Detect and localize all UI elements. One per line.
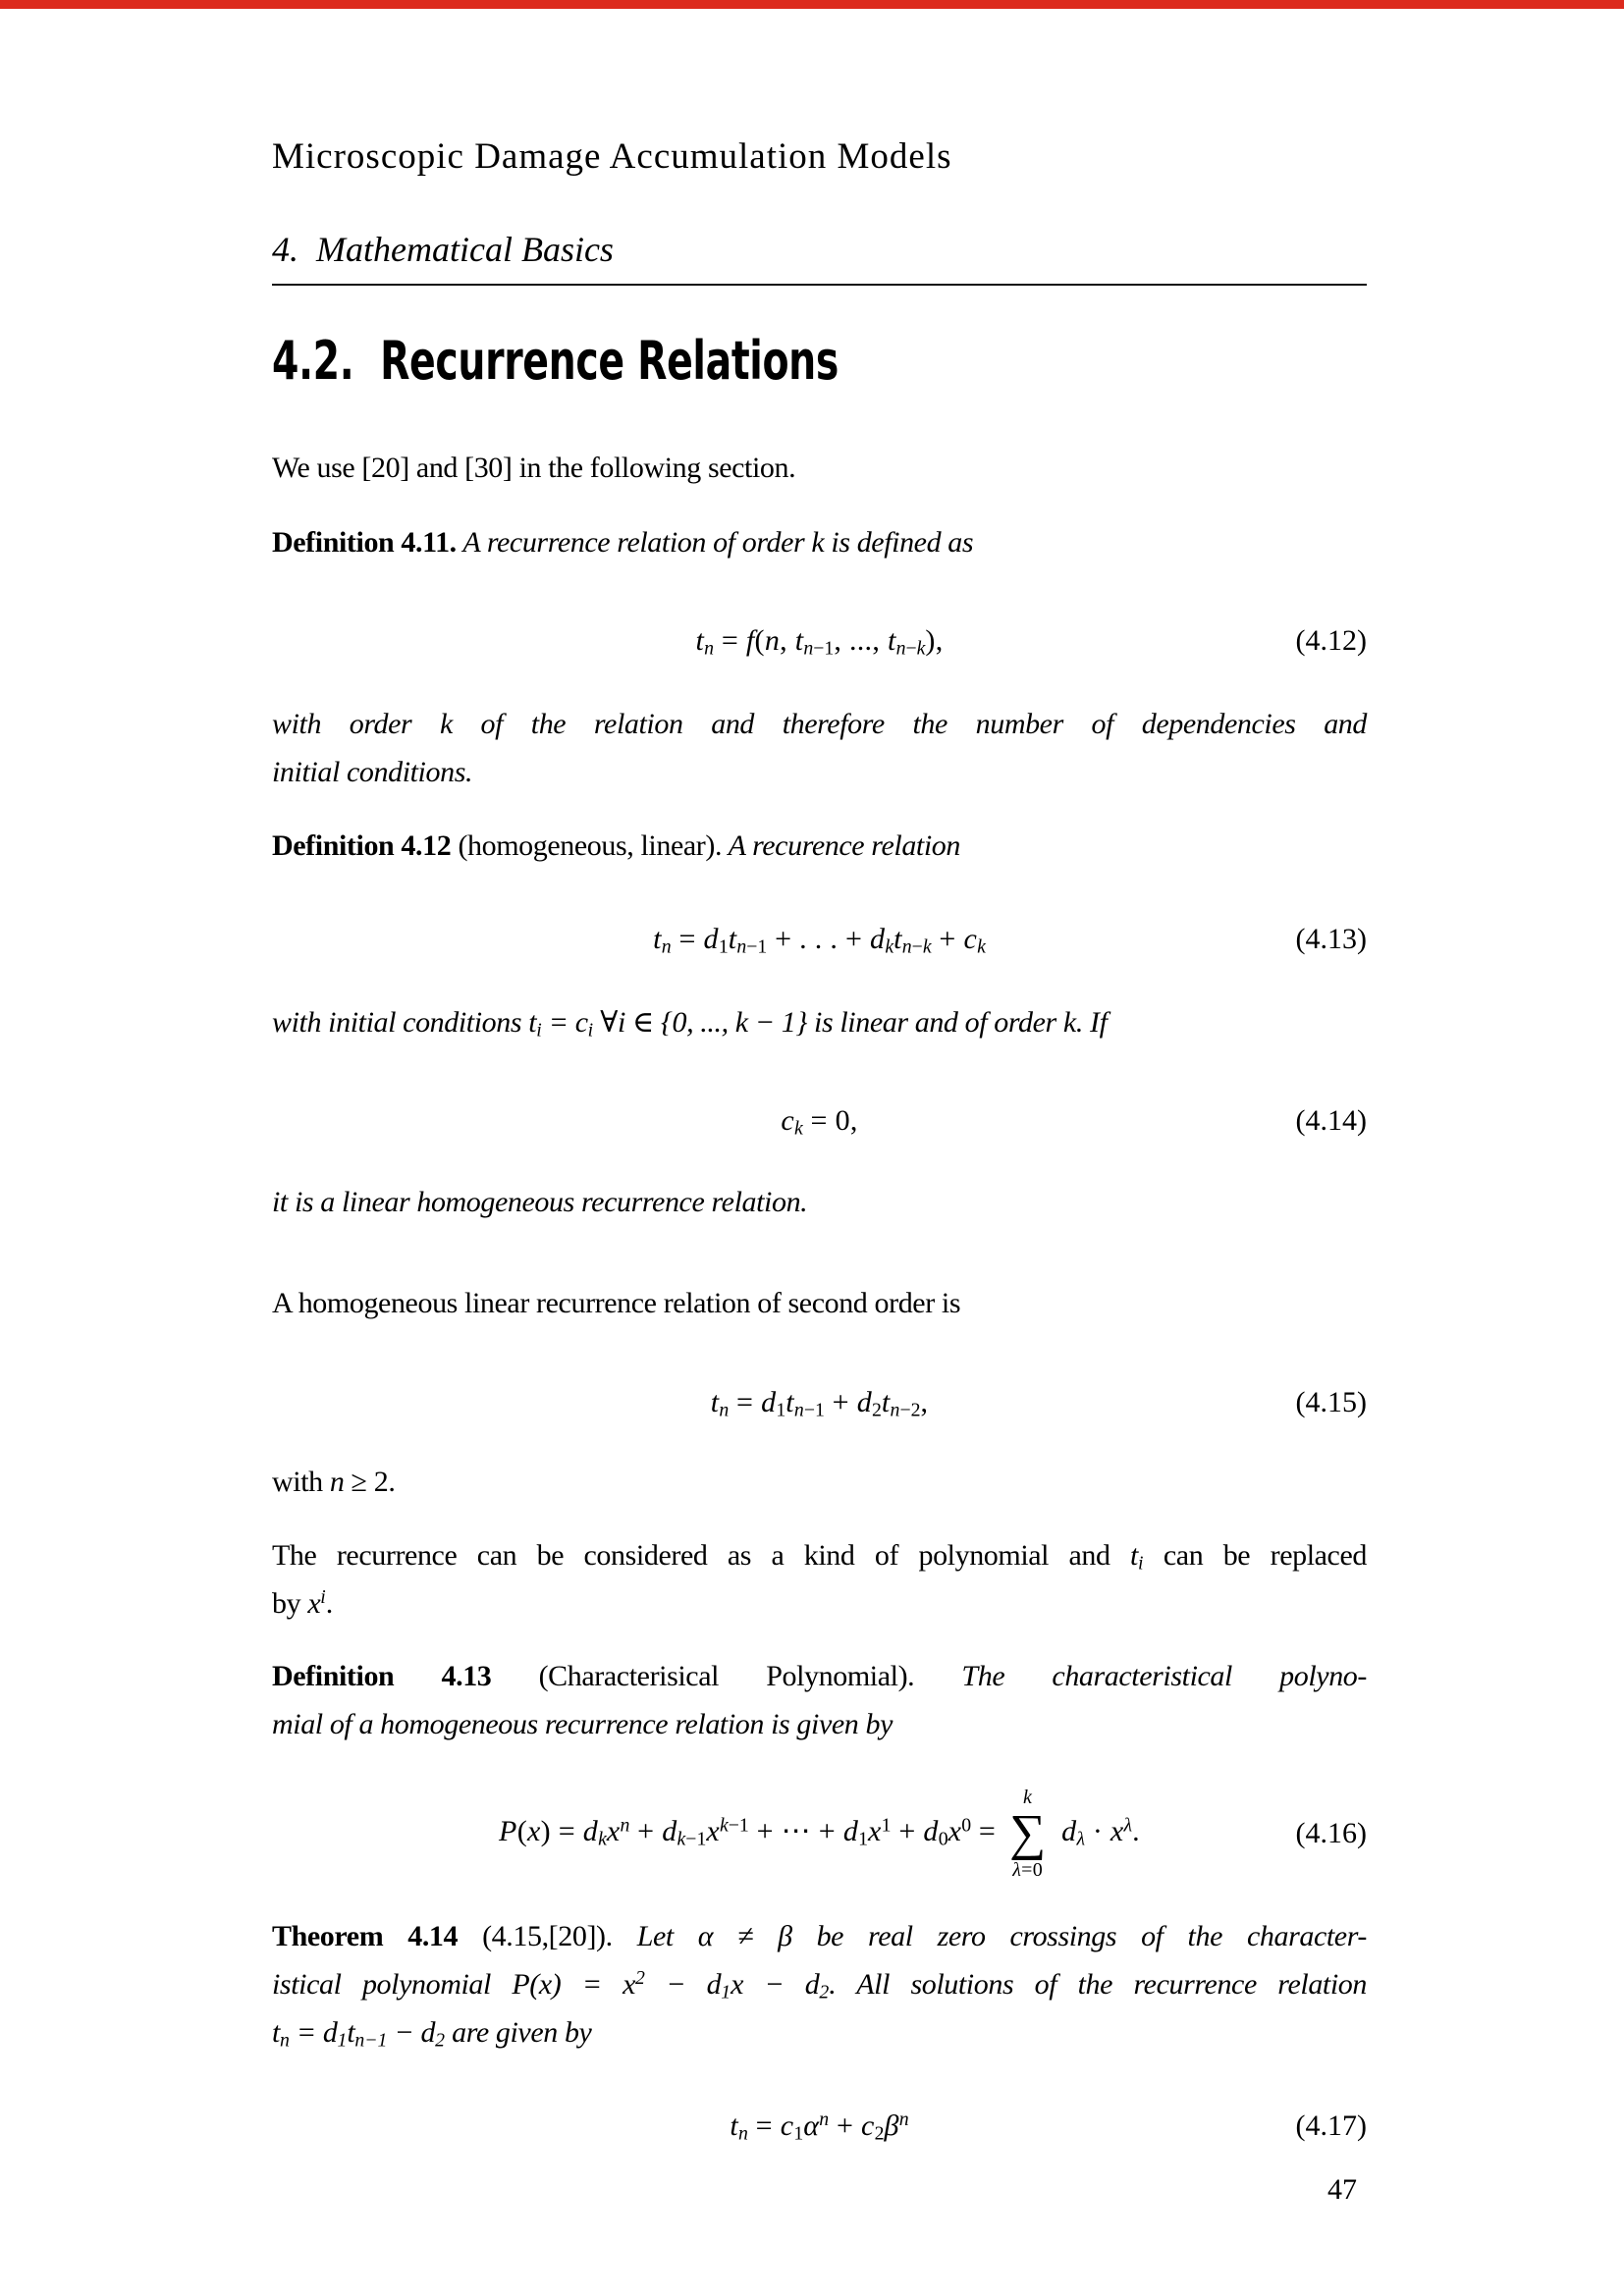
equation-tag: (4.17) bbox=[1295, 2109, 1367, 2142]
equation-body: $t_n = d_1t_{n-1}$ + . . . + $d_kt_{n-k} + c_k$ bbox=[653, 922, 986, 957]
equation-body: $c_k = 0$, bbox=[781, 1103, 858, 1139]
summation-symbol: k ∑ λ=0 bbox=[1008, 1786, 1047, 1882]
definition-4-12: Definition 4.12 (homogeneous, linear). A recurence relation bbox=[272, 829, 960, 862]
paragraph-polynomial-intro: The recurrence can be considered as a kind of polynomial and $t_i$ can be replaced by $x^i$. bbox=[272, 1539, 1367, 1620]
equation-4-13 bbox=[272, 915, 1367, 963]
equation-body: $t_n = d_1t_{n-1} + d_2t_{n-2}$, bbox=[710, 1385, 929, 1420]
header-rule bbox=[272, 284, 1367, 286]
section-title: 4.2. Recurrence Relations bbox=[272, 330, 839, 392]
equation-tag: (4.15) bbox=[1295, 1385, 1367, 1418]
paragraph-n-constraint: with n ≥ 2. bbox=[272, 1466, 396, 1498]
equation-4-14 bbox=[272, 1096, 1367, 1145]
top-accent-bar bbox=[0, 0, 1624, 9]
equation-tag: (4.13) bbox=[1295, 922, 1367, 955]
equation-body: $P(x) = d_kx^n + d_{k-1}x^{k-1}$ + ⋯ + $d_1x^1 + d_0x^0$ = k ∑ λ=0 $d_\lambda \cdot x^\lambda$. bbox=[499, 1786, 1140, 1882]
paragraph-order-conditions: with order k of the relation and therefore the number of dependencies and initial conditions. bbox=[272, 708, 1367, 788]
equation-4-16 bbox=[272, 1786, 1367, 1882]
paragraph-second-order: A homogeneous linear recurrence relation of second order is bbox=[272, 1287, 961, 1319]
definition-4-13: Definition 4.13 (Characterisical Polynomial). The characteristical polyno- mial of a homogeneous recurrence relation is given by bbox=[272, 1660, 1367, 1740]
equation-4-15 bbox=[272, 1378, 1367, 1426]
paragraph-initial-conditions: with initial conditions $t_i = c_i$ ∀i ∈ {0, ..., k − 1} is linear and of order k. If bbox=[272, 1006, 1108, 1041]
theorem-4-14: Theorem 4.14 (4.15,[20]). Let α ≠ β be real zero crossings of the character- istical polynomial $P(x) = x^2 - d_1x - d_2$. All solutions of the recurrence relation $t_n = d_1t_{n-1} - d_2$ are given by bbox=[272, 1920, 1367, 2052]
equation-4-12 bbox=[272, 616, 1367, 665]
equation-tag: (4.12) bbox=[1295, 623, 1367, 657]
paragraph-intro: We use [20] and [30] in the following section. bbox=[272, 452, 796, 484]
equation-body: $t_n = c_1\alpha^n + c_2\beta^n$ bbox=[730, 2108, 909, 2144]
page-number: 47 bbox=[1327, 2173, 1357, 2206]
chapter-header: 4. Mathematical Basics bbox=[272, 230, 614, 269]
equation-tag: (4.16) bbox=[1295, 1817, 1367, 1849]
equation-tag: (4.14) bbox=[1295, 1103, 1367, 1137]
equation-4-17 bbox=[272, 2102, 1367, 2150]
running-title: Microscopic Damage Accumulation Models bbox=[272, 136, 952, 177]
paragraph-homogeneous-note: it is a linear homogeneous recurrence relation. bbox=[272, 1186, 808, 1218]
definition-4-11: Definition 4.11. A recurrence relation of order k is defined as bbox=[272, 526, 974, 559]
equation-body: $t_n = f(n$, $t_{n-1}$, ..., $t_{n-k}$), bbox=[695, 623, 944, 659]
